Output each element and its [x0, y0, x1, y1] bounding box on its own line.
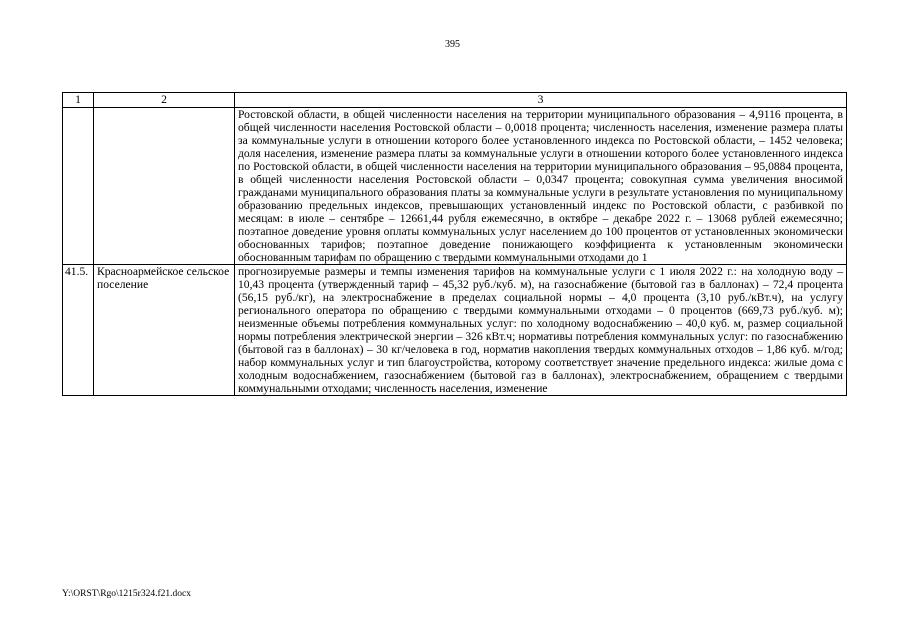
row-text	[235, 265, 847, 396]
row-name: Красноармейское сельское поселение	[94, 265, 235, 396]
row-text-paragraph: Ростовской области, в общей численности населения на территории муниципального образования – 4,9116 процента, в общей численности населения Ростовской области – 0,0018 процента; численность населения, изменение размера платы за коммунальные услуги в отношении которого более установленного индекса по Ростовской области, – 1452 человека; доля населения, изменение размера платы за коммунальные услуги в отношении которого более установленного индекса по Ростовской области, в общей численности населения на территории муниципального образования – 95,0884 процента, в общей численности населения Ростовской области – 0,0347 процента; совокупная сумма увеличения вносимой гражданами муниципального образования платы за коммунальные услуги в результате установления по муниципальному образованию предельных индексов, превышающих установленный индекс по Ростовской области, с разбивкой по месяцам: в июле – сентябре – 12661,44 рубля ежемесячно, в октябре – декабре 2022 г. – 13068 рублей ежемесячно; поэтапное доведение уровня оплаты коммунальных услуг населением до 100 процентов от установленных экономически обоснованных тарифов; поэтапное доведение понижающего коэффициента к установленным экономически обоснованным тарифам по обращению с твердыми коммунальными отходами до 1	[238, 108, 843, 264]
table-header-row	[63, 93, 847, 108]
header-col-3: 3	[235, 93, 847, 108]
row-number	[63, 108, 94, 265]
page-number: 395	[445, 39, 460, 50]
row-name	[94, 108, 235, 265]
file-path-footer: Y:\ORST\Rgo\1215r324.f21.docx	[62, 589, 191, 599]
table-row	[63, 265, 847, 396]
table-row	[63, 108, 847, 265]
header-col-2: 2	[94, 93, 235, 108]
header-col-1: 1	[63, 93, 94, 108]
row-text	[235, 108, 847, 265]
row-number: 41.5.	[63, 265, 94, 396]
data-table	[62, 92, 847, 396]
row-text-paragraph: прогнозируемые размеры и темпы изменения тарифов на коммунальные услуги с 1 июля 2022 г.: на холодную воду – 10,43 процента (утвержденный тариф – 45,32 руб./куб. м), на газоснабжение (бытовой газ в баллонах) – 72,4 процента (56,15 руб./кг), на электроснабжение в пределах социальной нормы – 4,0 процента (3,10 руб./кВт.ч), на услугу регионального оператора по обращению с твердыми коммунальными отходами – 0 процентов (669,73 руб./куб. м); неизменные объемы потребления коммунальных услуг: по холодному водоснабжению – 40,0 куб. м, размер социальной нормы потребления электрической энергии – 326 кВт.ч; нормативы потребления коммунальных услуг: по газоснабжению (бытовой газ в баллонах) – 30 кг/человека в год, норматив накопления твердых коммунальных отходов – 1,86 куб. м/год; набор коммунальных услуг и тип благоустройства, которому соответствует значение предельного индекса: жилые дома с холодным водоснабжением, газоснабжением (бытовой газ в баллонах), электроснабжением, обращением с твердыми коммунальными отходами; численность населения, изменение	[238, 265, 843, 395]
